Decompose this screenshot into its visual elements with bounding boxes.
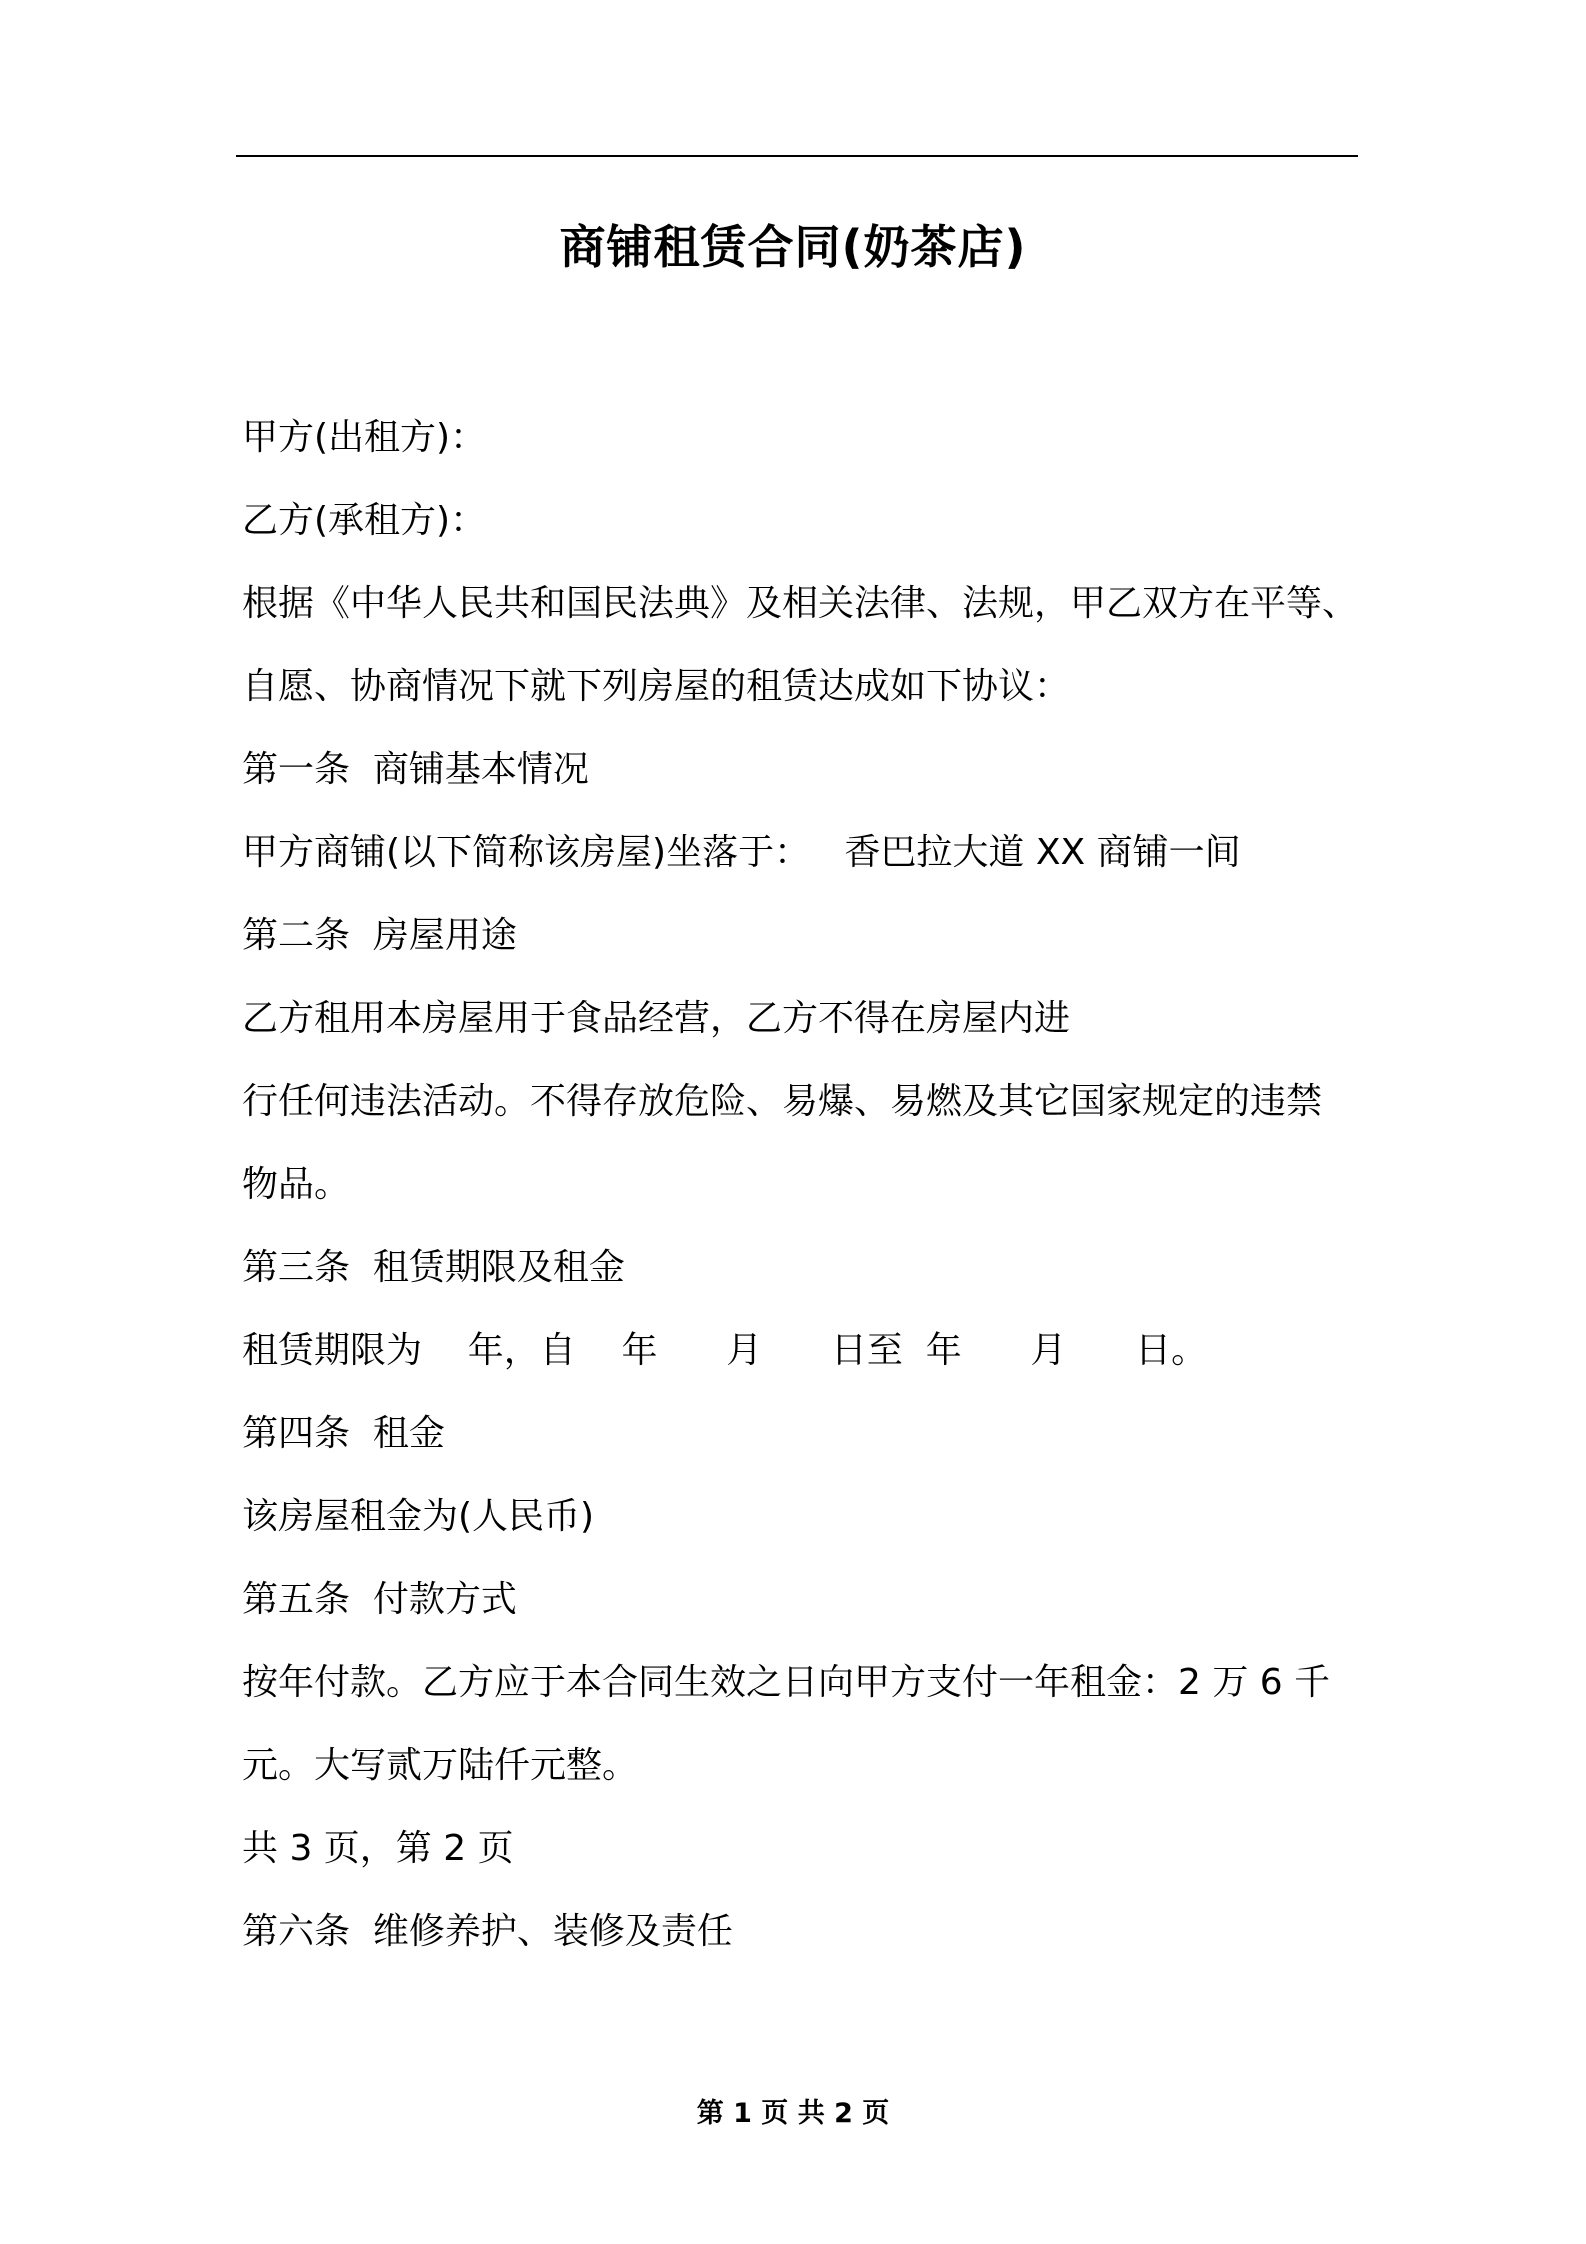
preamble-line-2: 自愿、协商情况下就下列房屋的租赁达成如下协议： xyxy=(242,666,1071,707)
article-2-text-2: 行任何违法活动。不得存放危险、易爆、易燃及其它国家规定的违禁 xyxy=(242,1081,1323,1122)
header-divider xyxy=(236,155,1358,157)
article-1-heading: 第一条 商铺基本情况 xyxy=(242,749,589,790)
article-4-heading: 第四条 租金 xyxy=(242,1413,445,1454)
article-5-text-2: 元。大写贰万陆仟元整。 xyxy=(242,1745,639,1786)
article-2-text-1: 乙方租用本房屋用于食品经营，乙方不得在房屋内进 xyxy=(242,998,1071,1039)
article-5-heading: 第五条 付款方式 xyxy=(242,1579,517,1620)
inline-page-note: 共 3 页，第 2 页 xyxy=(242,1828,514,1869)
party-b-line: 乙方(承租方)： xyxy=(242,500,487,541)
article-2-heading: 第二条 房屋用途 xyxy=(242,915,517,956)
preamble-line-1: 根据《中华人民共和国民法典》及相关法律、法规，甲乙双方在平等、 xyxy=(242,583,1359,624)
article-3-heading: 第三条 租赁期限及租金 xyxy=(242,1247,625,1288)
page-footer: 第 1 页 共 2 页 xyxy=(696,2098,890,2129)
article-4-text: 该房屋租金为(人民币) xyxy=(242,1496,595,1537)
article-2-text-3: 物品。 xyxy=(242,1164,351,1205)
article-6-heading: 第六条 维修养护、装修及责任 xyxy=(242,1911,733,1952)
article-1-text: 甲方商铺(以下简称该房屋)坐落于： 香巴拉大道 XX 商铺一间 xyxy=(242,832,1241,873)
document-title: 商铺租赁合同(奶茶店) xyxy=(559,220,1027,274)
article-5-text-1: 按年付款。乙方应于本合同生效之日向甲方支付一年租金：2 万 6 千 xyxy=(242,1662,1331,1703)
article-3-text: 租赁期限为 年，自 年 月 日至 年 月 日。 xyxy=(242,1330,1208,1371)
party-a-line: 甲方(出租方)： xyxy=(242,417,487,458)
